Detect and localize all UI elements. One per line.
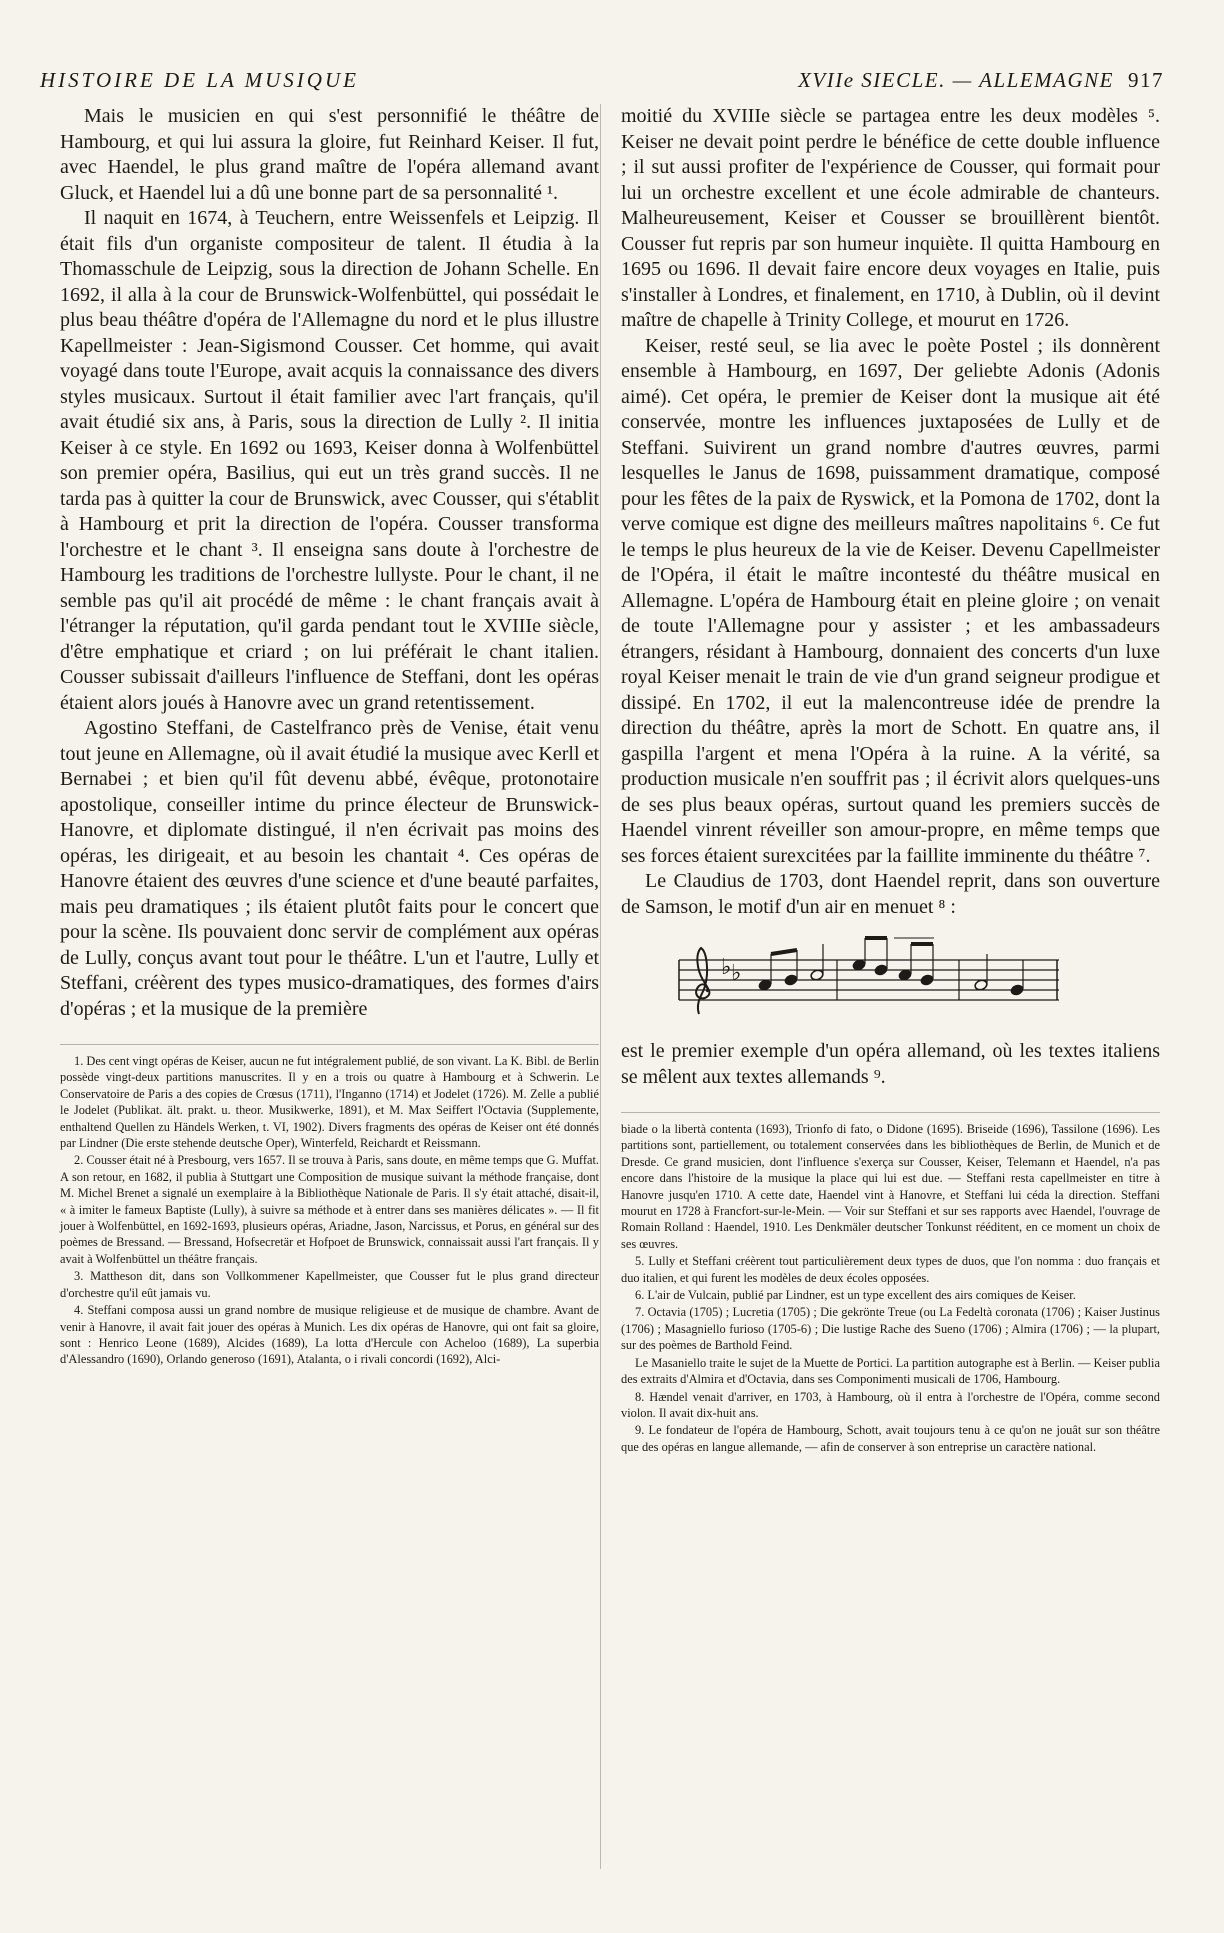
page-header [40, 68, 1164, 98]
running-section [798, 68, 1164, 93]
footnote: 5. Lully et Steffani créèrent tout particulièrement deux types de duos, que l'on nomma : duo français et duo italien, et qui furent les modèles de deux écoles opposées. [621, 1254, 1160, 1285]
paragraph: moitié du XVIIIe siècle se partagea entre les deux modèles ⁵. Keiser ne devait point perdre le bénéfice de cette double influence ; il sut aussi profiter de l'expérience de Cousser, qui formait pour lui un orchestre excellent et une école admirable de chanteurs. Malheureusement, Keiser et Cousser se brouillèrent bientôt. Cousser fut repris par son humeur inquiète. Il quitta Hambourg en 1695 ou 1696. Il devait faire encore deux voyages en Italie, puis s'installer à Londres, et finalement, en 1710, à Dublin, où il devint maître de chapelle à Trinity College, et mourut en 1726. [621, 105, 1160, 331]
svg-text:♭: ♭ [731, 960, 742, 985]
column-divider [600, 104, 601, 1869]
footnote: 2. Cousser était né à Presbourg, vers 1657. Il se trouva à Paris, sans doute, en même temps que G. Muffat. A son retour, en 1682, il publia à Stuttgart une Composition de musique suivant la méthode française, dont M. Michel Brenet a signalé un exemplaire à la Bibliothèque Nationale de Paris. Il s'y était attaché, disait-il, « à imiter le fameux Baptiste (Lully), à suivre sa méthode et à entrer dans ses manières délicates ». — Il fit jouer à Wolfenbüttel, en 1692-1693, plusieurs opéras, Ariadne, Jason, Narcissus, et Porus, en général sur des poèmes de Bressand. — Bressand, Hofsecretär et Hofpoet de Brunswick, connaissait aussi l'art français. Il y avait à Wolfenbüttel un théâtre français. [60, 1153, 600, 1266]
svg-text:♭: ♭ [721, 954, 732, 979]
footnote: 9. Le fondateur de l'opéra de Hambourg, Schott, avait toujours tenu à ce qu'on ne jouât sur son théâtre que des opéras en langue allemande, — afin de conserver à son entreprise un caractère national. [621, 1423, 1160, 1454]
footnote: biade o la libertà contenta (1693), Trionfo di fato, o Didone (1695). Briseide (1696), Tassilone (1696). Les partitions sont, partiellement, ou totalement conservées dans les bibliothèques de Berlin, de Munich et de Dresde. Ce grand musicien, dont l'influence s'exerça sur Cousser, Keiser, Telemann et Haendel, n'a pas encore dans l'histoire de la musique la place qui lui est due. — Steffani resta capellmeister en titre à Hanovre jusqu'en 1710. A cette date, Haendel vint à Hanovre, et Steffani lui céda la direction. Steffani mourut en 1728 à Francfort-sur-le-Mein. — Voir sur Steffani et sur ses rapports avec Haendel, l'ouvrage de Romain Rolland : Haendel, 1910. Les Denkmäler deutscher Tonkunst rééditent, en ce moment un choix de ses œuvres. [621, 1122, 1160, 1251]
left-body-text [60, 104, 599, 1022]
footnote: 1. Des cent vingt opéras de Keiser, aucun ne fut intégralement publié, de son vivant. La K. Bibl. de Berlin possède vingt-deux partitions manuscrites. Il y en a trois ou quatre à Hambourg et à Schwerin. Le Conservatoire de Paris a des copies de Crœsus (1711), l'Inganno (1714) et Jodelet (1726). M. Zelle a publié le Jodelet (Publikat. ält. prakt. u. theor. Musikwerke, 1891), et M. Max Seiffert l'Octavia (Supplemente, enthaltend Quellen zu Händels Werken, t. VI, 1902). Divers fragments des opéras de Keiser ont été donnés par Lindner (Die erste stehende deutsche Oper), Winterfeld, Reichardt et Reissmann. [60, 1054, 599, 1151]
right-column [621, 104, 1160, 1456]
paragraph: Mais le musicien en qui s'est personnifié le théâtre de Hambourg, et qui lui assura la gloire, fut Reinhard Keiser. Il fut, avec Haendel, le plus grand maître de l'opéra allemand avant Gluck, et Haendel lui a dû une bonne part de sa personnalité ¹. [60, 105, 599, 204]
paragraph: est le premier exemple d'un opéra allemand, où les textes italiens se mêlent aux textes allemands ⁹. [621, 1040, 1160, 1088]
right-footnotes [621, 1112, 1160, 1455]
page-number: 917 [1128, 68, 1164, 92]
footnote: 7. Octavia (1705) ; Lucretia (1705) ; Die gekrönte Treue (ou La Fedeltà coronata (1706) ; Kaiser Justinus (1706) ; Masagniello furioso (1705-6) ; Die lustige Rache des Sueno (1706) ; Almira (1706) ; — la plupart, sur des poèmes de Barthold Feind. [621, 1305, 1160, 1353]
left-footnotes [60, 1044, 599, 1368]
paragraph: Il naquit en 1674, à Teuchern, entre Weissenfels et Leipzig. Il était fils d'un organiste compositeur de talent. Il étudia à la Thomasschule de Leipzig, sous la direction de Johann Schelle. En 1692, il alla à la cour de Brunswick-Wolfenbüttel, qui possédait le plus beau théâtre d'opéra de l'Allemagne du nord et le plus illustre Kapellmeister : Jean-Sigismond Cousser. Cet homme, qui avait voyagé dans toute l'Europe, avait acquis la connaissance des divers styles musicaux. Surtout il était familier avec l'art français, qu'il avait étudié six ans, à Paris, sous la direction de Lully ². Il initia Keiser à ce style. En 1692 ou 1693, Keiser donna à Wolfenbüttel son premier opéra, Basilius, qui eut un très grand succès. Il ne tarda pas à quitter la cour de Brunswick, avec Cousser, qui s'établit à Hambourg et prit la direction de l'opéra. Cousser transforma l'orchestre et le chant ³. Il enseigna sans doute à l'orchestre de Hambourg les traditions de l'orchestre lullyste. Pour le chant, il ne semble pas qu'il ait procédé de même : le chant français avait à l'étranger la réputation, qu'il garda pendant tout le XVIIIe siècle, d'être emphatique et criard ; on lui préférait le chant italien. Cousser subissait d'ailleurs l'influence de Steffani, dont les opéras étaient alors joués à Hanovre avec un grand retentissement. [60, 207, 599, 714]
footnote: Le Masaniello traite le sujet de la Muette de Portici. La partition autographe est à Berlin. — Keiser publia des extraits d'Almira et d'Octavia, dans ses Componimenti musicali de 1706, Hambourg. [621, 1355, 1160, 1387]
footnote: 6. L'air de Vulcain, publié par Lindner, est un type excellent des airs comiques de Keiser. [635, 1288, 1076, 1303]
footnote: 4. Steffani composa aussi un grand nombre de musique religieuse et de musique de chambre. Avant de venir à Hanovre, il avait fait jouer des opéras à Munich. Les dix opéras de Hanovre, qui ont fait sa gloire, sont : Henrico Leone (1689), Alcides (1689), La lotta d'Hercule con Acheloo (1689), La superbia d'Alessandro (1690), Orlando generoso (1691), Atalanta, o i rivali concordi (1692), Alci- [60, 1303, 599, 1367]
music-notation-example [669, 930, 1069, 1022]
section-title: XVIIe SIECLE. — ALLEMAGNE [798, 68, 1114, 92]
running-title: HISTOIRE DE LA MUSIQUE [40, 68, 359, 92]
left-column [60, 104, 599, 1369]
paragraph: Le Claudius de 1703, dont Haendel reprit, dans son ouverture de Samson, le motif d'un air en menuet ⁸ : [621, 870, 1160, 918]
right-body-text [621, 104, 1160, 1090]
footnote: 3. Mattheson dit, dans son Vollkommener Kapellmeister, que Cousser fut le plus grand directeur d'orchestre qu'il eût jamais vu. [60, 1269, 599, 1300]
footnote: 8. Hændel venait d'arriver, en 1703, à Hambourg, où il entra à l'orchestre de l'Opéra, comme second violon. Il avait dix-huit ans. [621, 1389, 1160, 1420]
paragraph: Keiser, resté seul, se lia avec le poète Postel ; ils donnèrent ensemble à Hambourg, en 1697, Der geliebte Adonis (Adonis aimé). Cet opéra, le premier de Keiser dont la musique ait été conservée, montre les influences juxtaposées de Lully et de Steffani. Suivirent un grand nombre d'autres œuvres, parmi lesquelles le Janus de 1698, puissamment dramatique, composé pour les fêtes de la paix de Ryswick, et la Pomona de 1702, dont la verve comique est digne des meilleurs maîtres napolitains ⁶. Ce fut le temps le plus heureux de la vie de Keiser. Devenu Capellmeister de l'Opéra, il était le maître incontesté du théâtre musical en Allemagne. L'opéra de Hambourg était en pleine gloire ; on venait de toute l'Allemagne pour y assister ; et les ambassadeurs étrangers, résidant à Hambourg, donnaient des concerts d'un luxe royal Keiser menait le train de vie d'un grand seigneur prodigue et dissipé. En 1702, il eut la malencontreuse idée de prendre la direction du théâtre, après la mort de Schott. En quatre ans, il gaspilla l'argent et mena l'Opéra à la ruine. A la vérité, sa production musicale n'en souffrit pas ; il écrivit alors quelques-uns de ses plus beaux opéras, surtout quand les premiers succès de Haendel vinrent réveiller son amour-propre, en même temps que ses forces étaient surexcitées par la faillite imminente du théâtre ⁷. [621, 334, 1160, 867]
paragraph: Agostino Steffani, de Castelfranco près de Venise, était venu tout jeune en Allemagne, où il avait étudié la musique avec Kerll et Bernabei ; et bien qu'il fût devenu abbé, évêque, protonotaire apostolique, conseiller intime du prince électeur de Brunswick-Hanovre, et diplomate distingué, il n'en écrivait pas moins des opéras, les dirigeait, et au besoin les chantait ⁴. Ces opéras de Hanovre étaient des œuvres d'une science et d'une beauté parfaites, mais peu dramatiques ; ils étaient plutôt faits pour le concert que pour la scène. Ils pouvaient donc servir de complément aux opéras de Lully, conçus avant tout pour le théâtre. L'un et l'autre, Lully et Steffani, créèrent des types musico-dramatiques, des formes d'airs d'opéras ; et la musique de la première [60, 717, 599, 1020]
